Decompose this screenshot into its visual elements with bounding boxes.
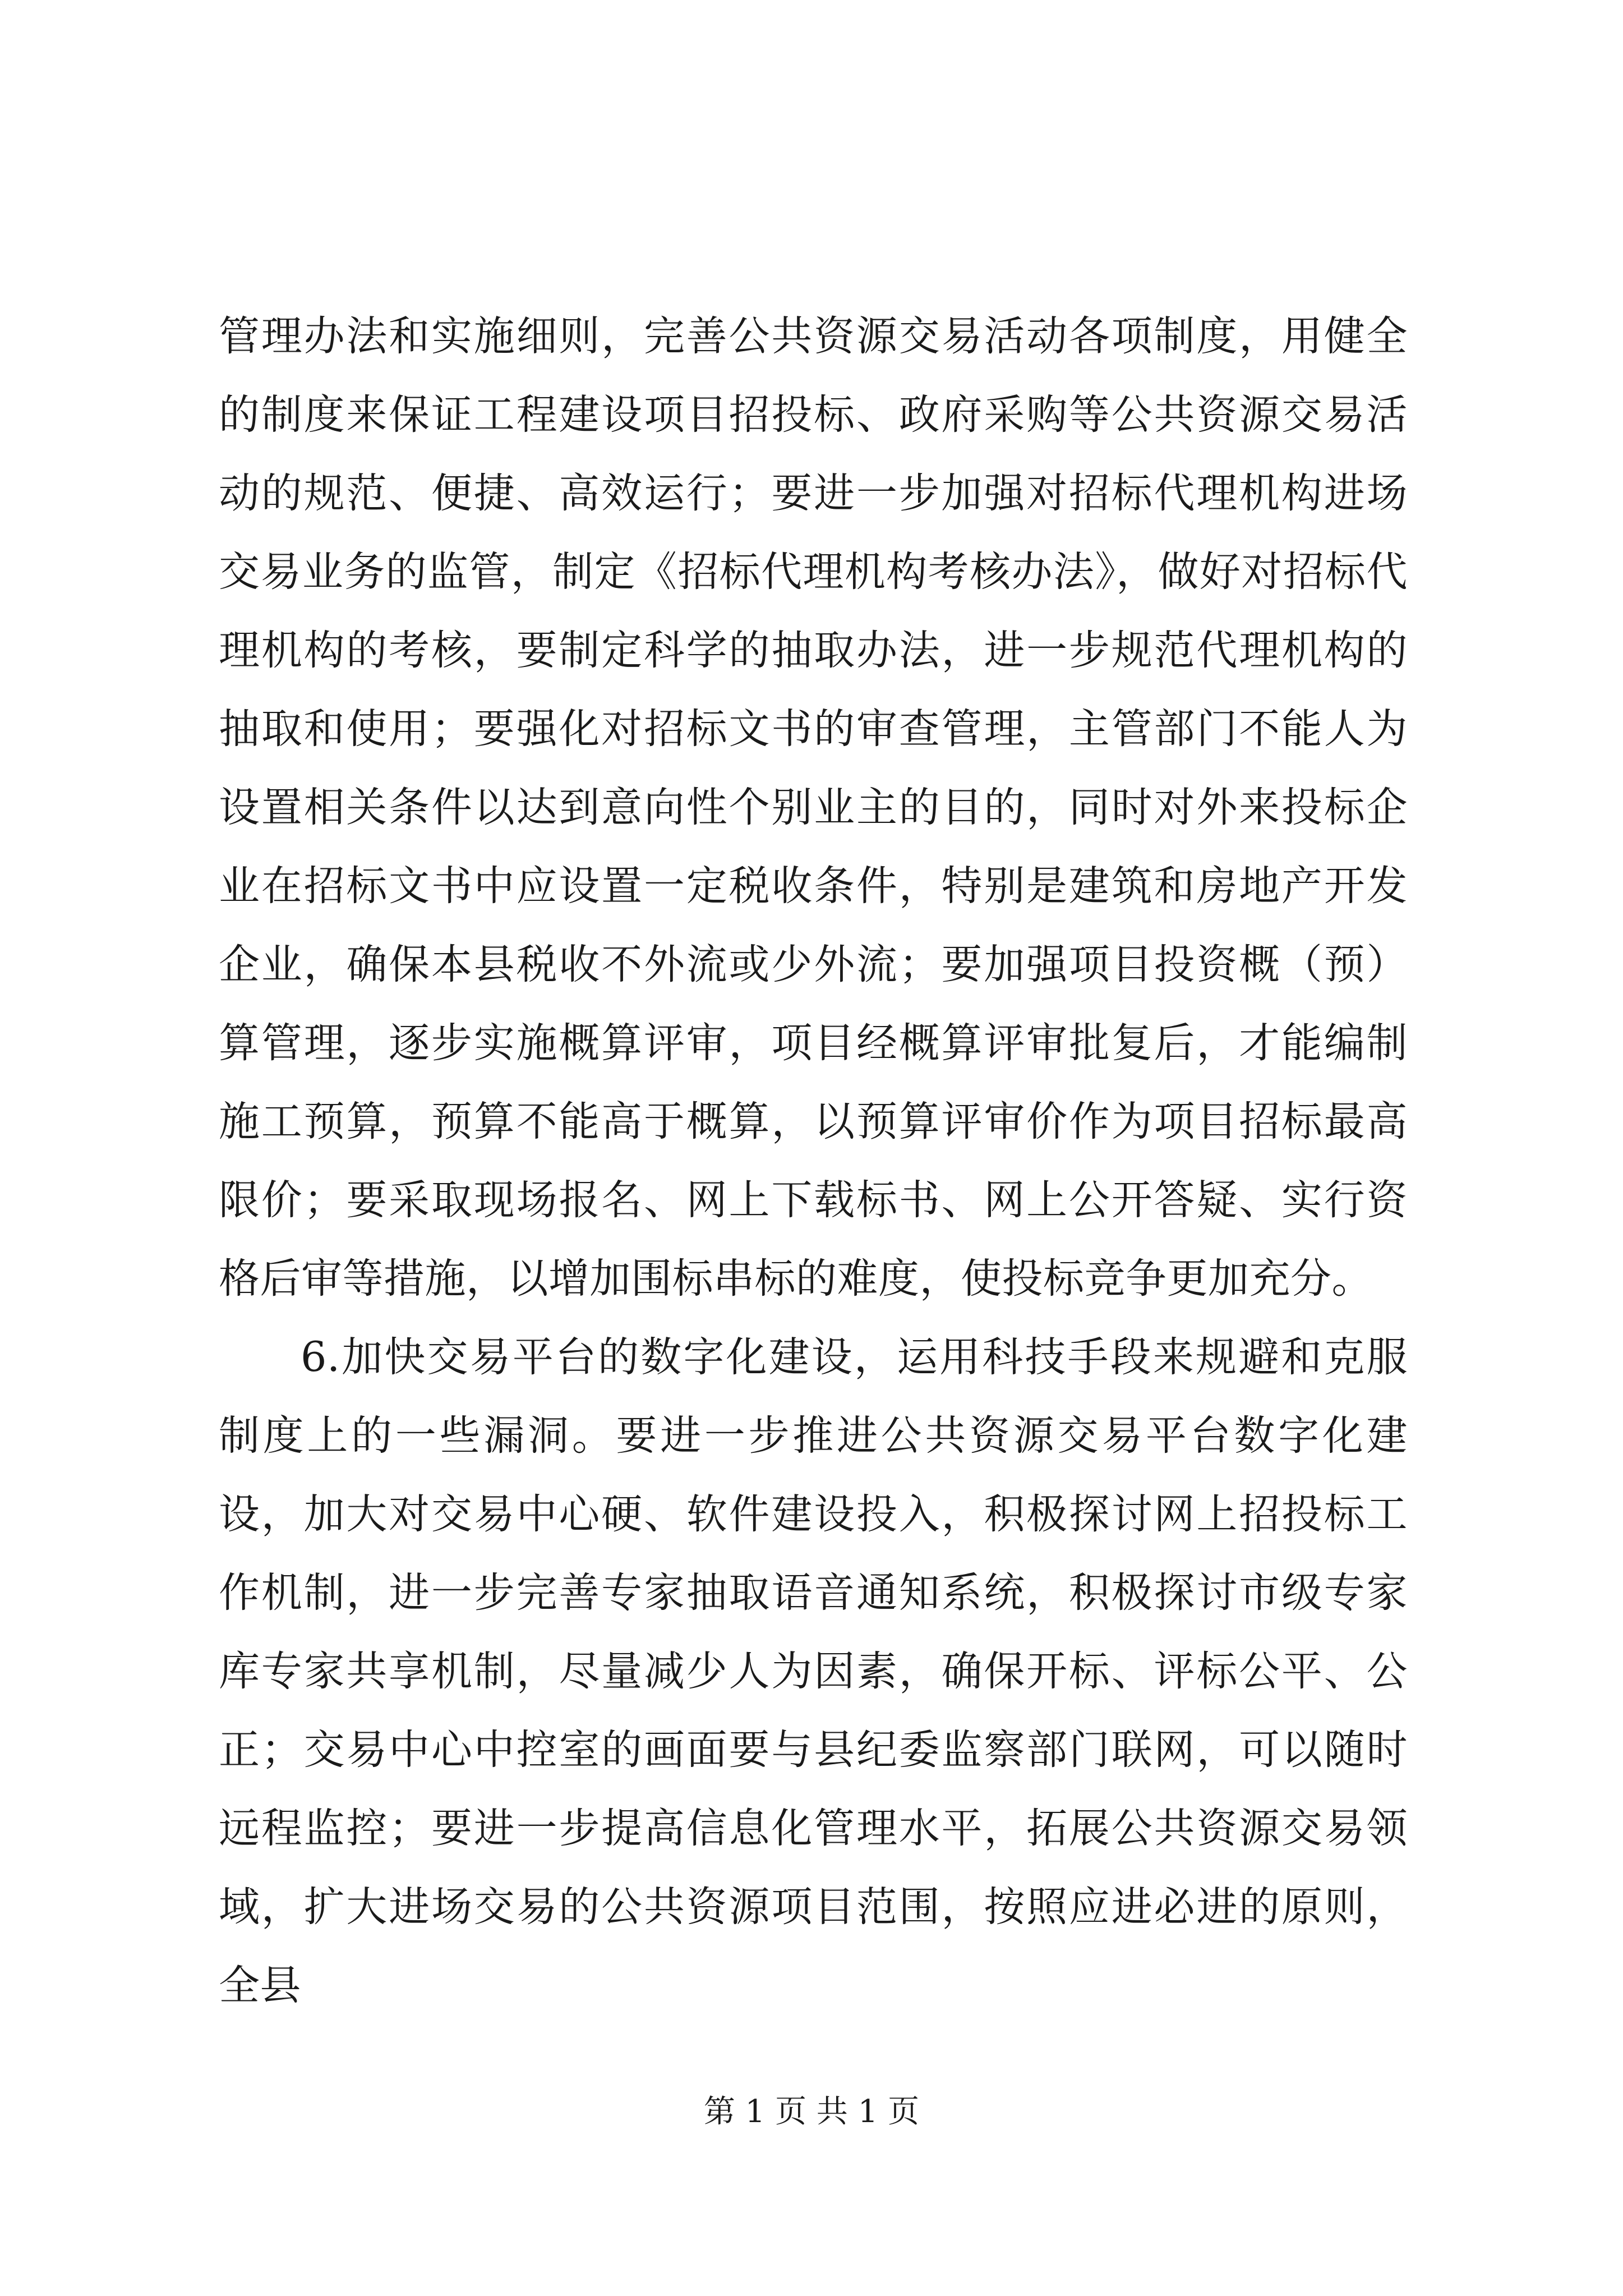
page-footer: 第 1 页 共 1 页 bbox=[703, 2093, 920, 2130]
paragraph-continued: 管理办法和实施细则，完善公共资源交易活动各项制度，用健全的制度来保证工程建设项目招投标、政府采购等公共资源交易活动的规范、便捷、高效运行；要进一步加强对招标代理机构进场交易业务的监管，制定《招标代理机构考核办法》，做好对招标代理机构的考核，要制定科学的抽取办法，进一步规范代理机构的抽取和使用；要强化对招标文书的审查管理，主管部门不能人为设置相关条件以达到意向性个别业主的目的，同时对外来投标企业在招标文书中应设置一定税收条件，特别是建筑和房地产开发企业，确保本县税收不外流或少外流；要加强项目投资概（预）算管理，逐步实施概算评审，项目经概算评审批复后，才能编制施工预算，预算不能高于概算，以预算评审价作为项目招标最高限价；要采取现场报名、网上下载标书、网上公开答疑、实行资格后审等措施，以增加围标串标的难度，使投标竞争更加充分。 bbox=[219, 312, 1408, 1303]
document-body bbox=[219, 297, 1408, 2025]
paragraph-item-6: 6.加快交易平台的数字化建设，运用科技手段来规避和克服制度上的一些漏洞。要进一步推进公共资源交易平台数字化建设，加大对交易中心硬、软件建设投入，积极探讨网上招投标工作机制，进一步完善专家抽取语音通知系统，积极探讨市级专家库专家共享机制，尽量减少人为因素，确保开标、评标公平、公正；交易中心中控室的画面要与县纪委监察部门联网，可以随时远程监控；要进一步提高信息化管理水平，拓展公共资源交易领域，扩大进场交易的公共资源项目范围，按照应进必进的原则，全县 bbox=[219, 1333, 1408, 2009]
